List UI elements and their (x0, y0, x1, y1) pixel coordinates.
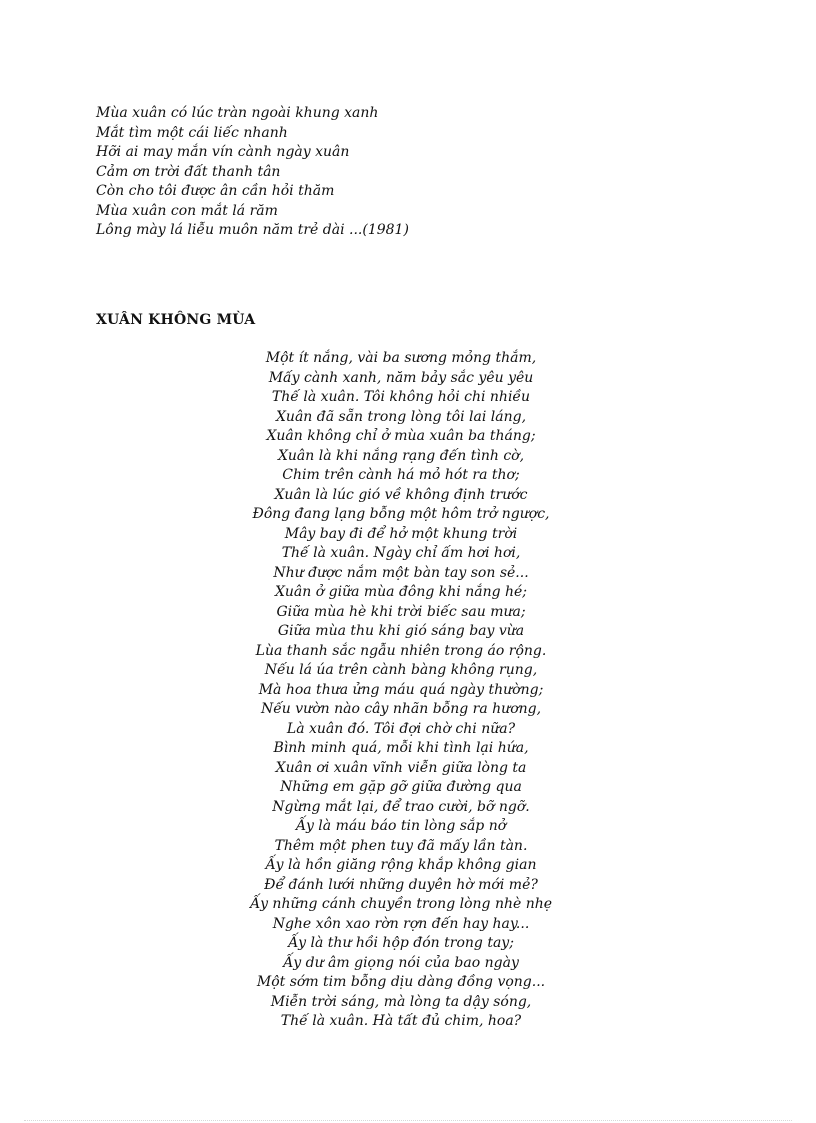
poem-line: Một ít nắng, vài ba sương mỏng thắm, (265, 350, 537, 366)
poem-line: Giữa mùa thu khi gió sáng bay vừa (277, 623, 525, 639)
intro-line: Mùa xuân có lúc tràn ngoài khung xanh (96, 105, 379, 121)
intro-line: Cảm ơn trời đất thanh tân (96, 163, 281, 180)
poem-line: Đông đang lạng bỗng một hôm trở ngược, (252, 506, 550, 522)
intro-line: Còn cho tôi được ân cần hỏi thăm (96, 183, 335, 199)
poem-body (0, 349, 802, 1032)
poem-line: Ấy những cánh chuyền trong lòng nhè nhẹ (249, 896, 553, 912)
poem-line: Ngừng mắt lại, để trao cười, bỡ ngỡ. (272, 798, 530, 815)
poem-line: Ấy là máu báo tin lòng sắp nở (295, 818, 507, 834)
poem-line: Xuân đã sẵn trong lòng tôi lai láng, (275, 408, 527, 425)
poem-line: Những em gặp gỡ giữa đường qua (280, 779, 522, 795)
poem-line: Là xuân đó. Tôi đợi chờ chi nữa? (286, 720, 516, 737)
poem-line: Xuân ơi xuân vĩnh viễn giữa lòng ta (275, 759, 527, 776)
poem-line: Một sớm tim bỗng dịu dàng đồng vọng... (256, 974, 546, 990)
poem-line: Nếu lá úa trên cành bàng không rụng, (264, 662, 538, 678)
poem-line: Thế là xuân. Hà tất đủ chim, hoa? (280, 1013, 522, 1029)
poem-line: Mấy cành xanh, năm bảy sắc yêu yêu (268, 369, 534, 386)
poem-line: Thêm một phen tuy đã mấy lần tàn. (274, 837, 528, 854)
poem-line: Ấy là hồn giăng rộng khắp không gian (265, 857, 537, 873)
poem-line: Thế là xuân. Ngày chỉ ấm hơi hơi, (281, 545, 521, 561)
poem-line: Lùa thanh sắc ngẫu nhiên trong áo rộng. (255, 642, 547, 659)
poem-line: Như được nắm một bàn tay son sẻ... (273, 564, 529, 581)
intro-line: Hỡi ai may mắn vín cành ngày xuân (96, 144, 350, 160)
poem-line: Để đánh lưới những duyên hờ mới mẻ? (264, 876, 538, 893)
poem-line: Xuân là lúc gió về không định trước (274, 486, 528, 503)
intro-stanza (96, 104, 696, 241)
intro-line: Lông mày lá liễu muôn năm trẻ dài ...(1981) (96, 222, 409, 238)
poem-line: Nếu vườn nào cây nhãn bỗng ra hương, (260, 701, 542, 717)
poem-line: Giữa mùa hè khi trời biếc sau mưa; (276, 603, 526, 620)
poem-line: Bình minh quá, mỗi khi tình lại hứa, (273, 740, 529, 756)
poem-line: Xuân không chỉ ở mùa xuân ba tháng; (266, 428, 536, 444)
poem-line: Xuân ở giữa mùa đông khi nắng hé; (274, 584, 528, 600)
poem-title: XUÂN KHÔNG MÙA (96, 312, 256, 328)
poem-line: Miễn trời sáng, mà lòng ta dậy sóng, (270, 993, 532, 1010)
poem-line: Mà hoa thưa ửng máu quá ngày thường; (258, 681, 544, 698)
poem-line: Ấy dư âm giọng nói của bao ngày (283, 954, 519, 971)
intro-line: Mùa xuân con mắt lá răm (96, 202, 278, 219)
poem-line: Xuân là khi nắng rạng đến tình cờ, (277, 447, 525, 464)
poem-line: Ấy là thư hồi hộp đón trong tay; (288, 935, 514, 951)
intro-line: Mắt tìm một cái liếc nhanh (96, 124, 288, 141)
poem-line: Thế là xuân. Tôi không hỏi chi nhiều (271, 389, 531, 405)
poem-line: Chim trên cành há mỏ hót ra thơ; (282, 467, 520, 483)
poem-line: Mây bay đi để hở một khung trời (284, 525, 518, 542)
poem-line: Nghe xôn xao rờn rợn đến hay hay... (272, 915, 530, 932)
page-bottom-rule (24, 1120, 792, 1121)
